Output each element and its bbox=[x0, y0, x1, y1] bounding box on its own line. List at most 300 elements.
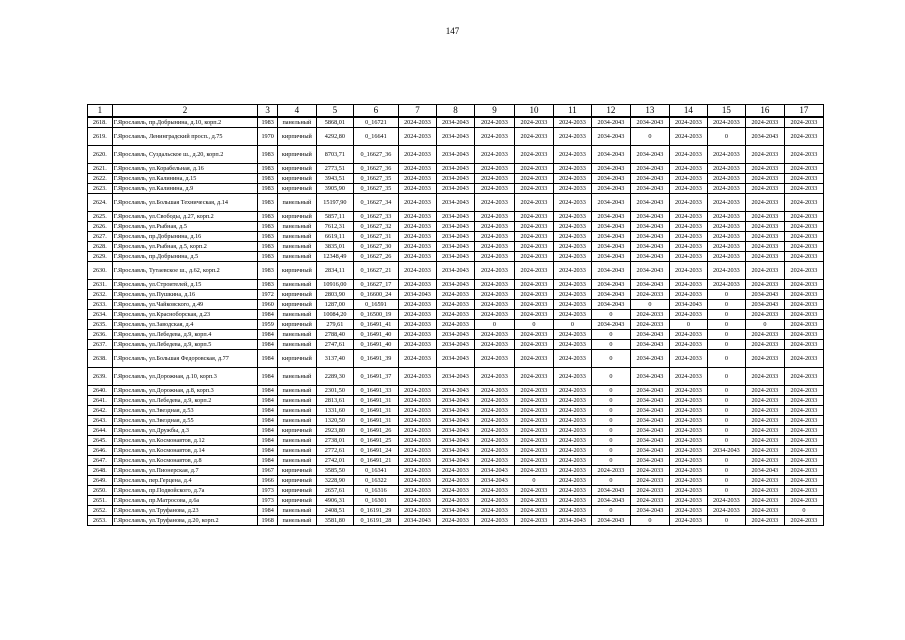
table-cell: 2024-2033 bbox=[514, 505, 553, 515]
table-cell: 1984 bbox=[258, 395, 278, 405]
table-cell: 2024-2033 bbox=[514, 241, 553, 251]
table-cell: 2024-2033 bbox=[398, 395, 436, 405]
table-cell: 2024-2033 bbox=[474, 193, 514, 211]
table-cell: 2034-2043 bbox=[398, 515, 436, 525]
table-cell: 2289,30 bbox=[316, 367, 353, 385]
table-cell: 2034-2043 bbox=[591, 127, 630, 145]
table-cell: 2629. bbox=[88, 251, 113, 261]
table-cell: 2024-2033 bbox=[630, 319, 669, 329]
table-cell: 0_16641 bbox=[353, 127, 398, 145]
column-header: 10 bbox=[514, 105, 553, 118]
table-cell: 2024-2033 bbox=[514, 395, 553, 405]
table-cell: 2638. bbox=[88, 349, 113, 367]
table-cell: 2024-2033 bbox=[669, 173, 707, 183]
table-cell: 2024-2033 bbox=[784, 145, 823, 163]
table-cell: 2024-2033 bbox=[514, 445, 553, 455]
column-header: 3 bbox=[258, 105, 278, 118]
table-cell: 2773,51 bbox=[316, 163, 353, 173]
table-cell: 2024-2033 bbox=[707, 279, 745, 289]
table-cell: 2024-2033 bbox=[630, 475, 669, 485]
table-row bbox=[88, 395, 824, 405]
table-cell: 0_16627_21 bbox=[353, 261, 398, 279]
table-cell: 2024-2033 bbox=[398, 127, 436, 145]
table-cell: 2024-2033 bbox=[514, 173, 553, 183]
table-cell: 2024-2033 bbox=[669, 435, 707, 445]
table-cell: 2024-2033 bbox=[784, 425, 823, 435]
table-cell: панельный bbox=[277, 515, 316, 525]
table-cell: 2024-2033 bbox=[669, 445, 707, 455]
table-cell: 2024-2033 bbox=[669, 415, 707, 425]
table-cell: 2024-2033 bbox=[784, 193, 823, 211]
table-cell: 2024-2033 bbox=[436, 289, 474, 299]
table-row bbox=[88, 127, 824, 145]
table-cell: 10084,20 bbox=[316, 309, 353, 319]
table-cell: 2803,90 bbox=[316, 289, 353, 299]
table-cell: 2636. bbox=[88, 329, 113, 339]
table-cell: 2024-2033 bbox=[398, 455, 436, 465]
table-cell: 2034-2043 bbox=[591, 299, 630, 309]
table-cell: 1984 bbox=[258, 425, 278, 435]
table-cell: 2024-2033 bbox=[474, 395, 514, 405]
table-cell: 2034-2043 bbox=[630, 117, 669, 127]
table-cell: 1984 bbox=[258, 329, 278, 339]
table-cell: 2024-2033 bbox=[630, 495, 669, 505]
table-cell: 2024-2033 bbox=[474, 495, 514, 505]
table-cell: 2034-2043 bbox=[591, 319, 630, 329]
table-cell: 2024-2033 bbox=[553, 231, 591, 241]
table-cell: 0 bbox=[707, 425, 745, 435]
table-cell: 2024-2033 bbox=[669, 385, 707, 395]
table-cell: 0 bbox=[591, 349, 630, 367]
table-cell: 2024-2033 bbox=[514, 127, 553, 145]
table-cell: 5868,01 bbox=[316, 117, 353, 127]
table-cell: 2024-2033 bbox=[707, 193, 745, 211]
table-cell: 2024-2033 bbox=[436, 485, 474, 495]
table-cell: 2024-2033 bbox=[784, 385, 823, 395]
table-cell: 2024-2033 bbox=[707, 241, 745, 251]
table-cell: кирпичный bbox=[277, 145, 316, 163]
address-cell: Г.Ярославль, ул.Калинина, д.9 bbox=[112, 183, 258, 193]
table-cell: 2653. bbox=[88, 515, 113, 525]
table-cell: 2024-2033 bbox=[474, 127, 514, 145]
table-cell: 2024-2033 bbox=[784, 241, 823, 251]
table-cell: 2034-2043 bbox=[591, 241, 630, 251]
table-cell: 2618. bbox=[88, 117, 113, 127]
address-cell: Г.Ярославль, ул.Космонавтов, д.14 bbox=[112, 445, 258, 455]
table-cell: 2034-2043 bbox=[630, 367, 669, 385]
table-cell: 1984 bbox=[258, 505, 278, 515]
table-cell: 2024-2033 bbox=[745, 117, 784, 127]
address-cell: Г.Ярославль, ул.Большая Техническая, д.14 bbox=[112, 193, 258, 211]
table-cell: 0_16322 bbox=[353, 475, 398, 485]
table-cell: 1984 bbox=[258, 385, 278, 395]
table-cell: 2647. bbox=[88, 455, 113, 465]
table-cell: 2034-2043 bbox=[630, 395, 669, 405]
address-cell: Г.Ярославль, ул.Космонавтов, д.12 bbox=[112, 435, 258, 445]
table-cell: 2024-2033 bbox=[474, 251, 514, 261]
table-cell: 2024-2033 bbox=[707, 221, 745, 231]
table-cell: 2024-2033 bbox=[514, 145, 553, 163]
table-cell: 2024-2033 bbox=[745, 183, 784, 193]
table-cell: 1984 bbox=[258, 309, 278, 319]
table-row bbox=[88, 485, 824, 495]
table-cell: 2634. bbox=[88, 309, 113, 319]
table-row bbox=[88, 445, 824, 455]
table-cell: 2024-2033 bbox=[514, 231, 553, 241]
table-cell: 2024-2033 bbox=[669, 251, 707, 261]
table-cell: 2024-2033 bbox=[514, 515, 553, 525]
table-cell: 2024-2033 bbox=[745, 435, 784, 445]
table-cell: 2024-2033 bbox=[398, 385, 436, 395]
table-cell: 2652. bbox=[88, 505, 113, 515]
table-cell: 0_16627_26 bbox=[353, 251, 398, 261]
table-cell: 1970 bbox=[258, 127, 278, 145]
table-cell: 2034-2043 bbox=[436, 415, 474, 425]
address-cell: Г.Ярославль, пр.Матросова, д.6а bbox=[112, 495, 258, 505]
table-cell: 2024-2033 bbox=[514, 289, 553, 299]
table-cell: 0_16491_31 bbox=[353, 415, 398, 425]
table-cell: 2024-2033 bbox=[398, 309, 436, 319]
table-cell: 2034-2043 bbox=[436, 395, 474, 405]
table-cell: 1287,00 bbox=[316, 299, 353, 309]
table-cell: 2024-2033 bbox=[398, 329, 436, 339]
table-cell: 2024-2033 bbox=[474, 145, 514, 163]
table-cell: 2024-2033 bbox=[784, 261, 823, 279]
table-cell: 2034-2043 bbox=[630, 425, 669, 435]
table-cell: 2034-2043 bbox=[630, 211, 669, 221]
table-cell: 0 bbox=[707, 309, 745, 319]
table-cell: 2034-2043 bbox=[630, 279, 669, 289]
table-cell: 2024-2033 bbox=[514, 309, 553, 319]
table-cell: 2034-2043 bbox=[436, 251, 474, 261]
table-cell: 2024-2033 bbox=[398, 299, 436, 309]
table-cell: 2024-2033 bbox=[474, 279, 514, 289]
address-cell: Г.Ярославль, ул.Рыбная, д.5 bbox=[112, 221, 258, 231]
table-row bbox=[88, 299, 824, 309]
address-cell: Г.Ярославль, ул.Заводская, д.4 bbox=[112, 319, 258, 329]
table-cell: 2024-2033 bbox=[514, 485, 553, 495]
table-cell: кирпичный bbox=[277, 465, 316, 475]
table-cell: 2024-2033 bbox=[784, 395, 823, 405]
table-cell: 2034-2043 bbox=[436, 339, 474, 349]
table-cell: 2034-2043 bbox=[591, 173, 630, 183]
table-cell: 2024-2033 bbox=[436, 465, 474, 475]
table-cell: 2024-2033 bbox=[514, 455, 553, 465]
table-cell: 2024-2033 bbox=[669, 231, 707, 241]
table-row bbox=[88, 279, 824, 289]
table-cell: 2627. bbox=[88, 231, 113, 241]
table-cell: 1959 bbox=[258, 319, 278, 329]
table-cell: 2024-2033 bbox=[553, 495, 591, 505]
table-cell: 2024-2033 bbox=[669, 465, 707, 475]
table-cell: 2024-2033 bbox=[398, 183, 436, 193]
table-cell: 0_16627_32 bbox=[353, 221, 398, 231]
table-cell: 2024-2033 bbox=[745, 163, 784, 173]
column-header: 9 bbox=[474, 105, 514, 118]
table-cell: 2024-2033 bbox=[745, 231, 784, 241]
table-cell: 2024-2033 bbox=[474, 415, 514, 425]
table-cell: 2024-2033 bbox=[669, 455, 707, 465]
address-cell: Г.Ярославль, ул.Звездная, д.55 bbox=[112, 415, 258, 425]
table-cell: кирпичный bbox=[277, 127, 316, 145]
column-header: 15 bbox=[707, 105, 745, 118]
table-cell: 2024-2033 bbox=[514, 425, 553, 435]
table-cell: 2635. bbox=[88, 319, 113, 329]
table-cell: 2034-2043 bbox=[436, 425, 474, 435]
table-cell: 0 bbox=[784, 505, 823, 515]
table-cell: 2034-2043 bbox=[436, 279, 474, 289]
table-cell: 2024-2033 bbox=[669, 309, 707, 319]
table-cell: 2024-2033 bbox=[784, 319, 823, 329]
table-cell: 2024-2033 bbox=[514, 435, 553, 445]
address-cell: Г.Ярославль, ул.Пионерская, д.7 bbox=[112, 465, 258, 475]
table-cell: 2024-2033 bbox=[398, 425, 436, 435]
table-cell: 0 bbox=[707, 385, 745, 395]
table-cell: 3905,90 bbox=[316, 183, 353, 193]
table-cell: 0 bbox=[707, 475, 745, 485]
table-cell: 2024-2033 bbox=[398, 319, 436, 329]
address-cell: Г.Ярославль, ул.Строителей, д.15 bbox=[112, 279, 258, 289]
table-cell: 15197,90 bbox=[316, 193, 353, 211]
table-cell: 2813,61 bbox=[316, 395, 353, 405]
table-cell: 2034-2043 bbox=[436, 385, 474, 395]
table-cell: 2024-2033 bbox=[474, 299, 514, 309]
table-cell: 2024-2033 bbox=[398, 163, 436, 173]
page-number: 147 bbox=[445, 26, 460, 36]
table-cell: 5857,11 bbox=[316, 211, 353, 221]
table-cell: 2630. bbox=[88, 261, 113, 279]
table-cell: 2621. bbox=[88, 163, 113, 173]
table-cell: 2024-2033 bbox=[784, 231, 823, 241]
column-header: 2 bbox=[112, 105, 258, 118]
table-cell: 2024-2033 bbox=[474, 329, 514, 339]
table-cell: 2024-2033 bbox=[474, 211, 514, 221]
table-cell: 2034-2043 bbox=[630, 193, 669, 211]
table-cell: 2024-2033 bbox=[553, 183, 591, 193]
table-cell: 1983 bbox=[258, 193, 278, 211]
table-row bbox=[88, 163, 824, 173]
table-cell: кирпичный bbox=[277, 349, 316, 367]
table-cell: 2034-2043 bbox=[630, 405, 669, 415]
table-cell: 2034-2043 bbox=[436, 505, 474, 515]
table-cell: 2034-2043 bbox=[436, 221, 474, 231]
table-cell: 0_16491_37 bbox=[353, 367, 398, 385]
table-cell: 2024-2033 bbox=[474, 435, 514, 445]
address-cell: Г.Ярославль, пер.Герцена, д.4 bbox=[112, 475, 258, 485]
table-cell: 2034-2043 bbox=[630, 231, 669, 241]
table-cell: 2034-2043 bbox=[630, 339, 669, 349]
table-cell: 2034-2043 bbox=[436, 455, 474, 465]
table-cell: панельный bbox=[277, 329, 316, 339]
address-cell: Г.Ярославль, ул.Лебедева, д.9, корп.5 bbox=[112, 339, 258, 349]
column-header: 17 bbox=[784, 105, 823, 118]
table-cell: 2024-2033 bbox=[745, 505, 784, 515]
table-cell: 2024-2033 bbox=[784, 485, 823, 495]
table-cell: 2648. bbox=[88, 465, 113, 475]
address-cell: Г.Ярославль, ул.Звездная, д.53 bbox=[112, 405, 258, 415]
table-cell: 2024-2033 bbox=[474, 183, 514, 193]
table-cell: 2024-2033 bbox=[784, 367, 823, 385]
table-cell: 0 bbox=[669, 319, 707, 329]
table-cell: 2024-2033 bbox=[514, 299, 553, 309]
table-cell: 2024-2033 bbox=[514, 221, 553, 231]
table-cell: 2657,61 bbox=[316, 485, 353, 495]
table-cell: 2024-2033 bbox=[514, 415, 553, 425]
table-cell: 2034-2043 bbox=[630, 435, 669, 445]
table-cell: 2024-2033 bbox=[784, 339, 823, 349]
column-header: 11 bbox=[553, 105, 591, 118]
table-cell: 2024-2033 bbox=[784, 329, 823, 339]
table-cell: 2024-2033 bbox=[630, 309, 669, 319]
table-cell: кирпичный bbox=[277, 289, 316, 299]
table-cell: 2034-2043 bbox=[436, 211, 474, 221]
table-cell: 2024-2033 bbox=[398, 445, 436, 455]
table-cell: 1983 bbox=[258, 251, 278, 261]
table-cell: 2834,11 bbox=[316, 261, 353, 279]
table-cell: 2024-2033 bbox=[745, 395, 784, 405]
table-cell: 0 bbox=[591, 455, 630, 465]
address-cell: Г.Ярославль, пр.Подвойского, д.7а bbox=[112, 485, 258, 495]
table-cell: 2024-2033 bbox=[474, 405, 514, 415]
table-cell: кирпичный bbox=[277, 163, 316, 173]
table-cell: 2642. bbox=[88, 405, 113, 415]
table-cell: 0 bbox=[707, 485, 745, 495]
table-cell: 2034-2043 bbox=[436, 241, 474, 251]
table-cell: 2024-2033 bbox=[398, 367, 436, 385]
column-header: 7 bbox=[398, 105, 436, 118]
table-cell: 2034-2043 bbox=[630, 505, 669, 515]
table-cell: 0 bbox=[707, 367, 745, 385]
table-cell: кирпичный bbox=[277, 485, 316, 495]
table-cell: 2024-2033 bbox=[669, 425, 707, 435]
table-cell: 0_16721 bbox=[353, 117, 398, 127]
address-cell: Г.Ярославль, ул.Большая Федоровская, д.77 bbox=[112, 349, 258, 367]
table-row bbox=[88, 193, 824, 211]
table-cell: 2034-2043 bbox=[436, 367, 474, 385]
table-cell: 2024-2033 bbox=[436, 309, 474, 319]
table-cell: 1983 bbox=[258, 231, 278, 241]
table-cell: 2651. bbox=[88, 495, 113, 505]
table-cell: 2034-2043 bbox=[436, 435, 474, 445]
table-cell: 2024-2033 bbox=[436, 475, 474, 485]
table-cell: 8703,71 bbox=[316, 145, 353, 163]
table-cell: 0_16491_25 bbox=[353, 435, 398, 445]
table-cell: панельный bbox=[277, 241, 316, 251]
table-cell: 2034-2043 bbox=[591, 145, 630, 163]
table-cell: 2024-2033 bbox=[398, 475, 436, 485]
table-cell: 2625. bbox=[88, 211, 113, 221]
table-cell: 2024-2033 bbox=[474, 385, 514, 395]
table-cell: 2024-2033 bbox=[784, 289, 823, 299]
table-cell: кирпичный bbox=[277, 299, 316, 309]
table-cell: 2024-2033 bbox=[745, 405, 784, 415]
table-cell: 2024-2033 bbox=[398, 241, 436, 251]
table-cell: 0_16600_24 bbox=[353, 289, 398, 299]
table-cell: 2024-2033 bbox=[398, 231, 436, 241]
table-cell: 2024-2033 bbox=[514, 251, 553, 261]
table-cell: 2024-2033 bbox=[669, 405, 707, 415]
table-cell: 2034-2043 bbox=[436, 329, 474, 339]
table-cell: 2772,61 bbox=[316, 445, 353, 455]
table-cell: 2640. bbox=[88, 385, 113, 395]
table-cell: 0_16627_30 bbox=[353, 241, 398, 251]
table-cell: 2024-2033 bbox=[398, 495, 436, 505]
table-cell: 2024-2033 bbox=[553, 385, 591, 395]
table-cell: 2631. bbox=[88, 279, 113, 289]
table-cell: 2024-2033 bbox=[745, 251, 784, 261]
table-cell: 0_16627_35 bbox=[353, 183, 398, 193]
table-cell: 2024-2033 bbox=[707, 145, 745, 163]
table-cell: 2024-2033 bbox=[553, 475, 591, 485]
address-cell: Г.Ярославль, пр.Добрынина, д.16 bbox=[112, 231, 258, 241]
table-cell: 0_16491_26 bbox=[353, 425, 398, 435]
table-cell: кирпичный bbox=[277, 319, 316, 329]
table-cell: 2034-2043 bbox=[630, 173, 669, 183]
table-cell: 0 bbox=[591, 445, 630, 455]
table-cell: 2024-2033 bbox=[398, 251, 436, 261]
table-cell: 2632. bbox=[88, 289, 113, 299]
table-cell: 2024-2033 bbox=[553, 211, 591, 221]
table-cell: 2024-2033 bbox=[553, 117, 591, 127]
table-cell: 2024-2033 bbox=[784, 117, 823, 127]
table-cell: 2024-2033 bbox=[669, 289, 707, 299]
table-cell: 4292,80 bbox=[316, 127, 353, 145]
table-cell: 2034-2043 bbox=[630, 455, 669, 465]
table-cell: 2024-2033 bbox=[707, 163, 745, 173]
table-cell: 2024-2033 bbox=[669, 339, 707, 349]
table-cell: 0_16491_24 bbox=[353, 445, 398, 455]
table-cell: 2034-2043 bbox=[591, 495, 630, 505]
table-cell: 2639. bbox=[88, 367, 113, 385]
table-cell: 1984 bbox=[258, 415, 278, 425]
table-cell: 2024-2033 bbox=[669, 183, 707, 193]
table-cell: 2024-2033 bbox=[745, 515, 784, 525]
table-cell: 2024-2033 bbox=[553, 163, 591, 173]
table-cell: 0 bbox=[707, 329, 745, 339]
table-row bbox=[88, 385, 824, 395]
table-cell: 0 bbox=[591, 385, 630, 395]
table-cell: 2034-2043 bbox=[591, 183, 630, 193]
table-cell: 2024-2033 bbox=[553, 445, 591, 455]
table-cell: 0_16491_31 bbox=[353, 395, 398, 405]
address-cell: Г.Ярославль, ул.Труфанова, д.20, корп.2 bbox=[112, 515, 258, 525]
table-cell: 0_16627_17 bbox=[353, 279, 398, 289]
table-row bbox=[88, 495, 824, 505]
table-cell: 2024-2033 bbox=[669, 279, 707, 289]
table-cell: 1968 bbox=[258, 515, 278, 525]
table-cell: 1320,50 bbox=[316, 415, 353, 425]
table-cell: 2024-2033 bbox=[707, 251, 745, 261]
table-cell: 2024-2033 bbox=[707, 495, 745, 505]
table-cell: 2623. bbox=[88, 183, 113, 193]
table-row bbox=[88, 475, 824, 485]
table-cell: 2024-2033 bbox=[474, 117, 514, 127]
table-cell: 2024-2033 bbox=[398, 339, 436, 349]
table-cell: 2024-2033 bbox=[553, 349, 591, 367]
table-cell: 0_16627_36 bbox=[353, 163, 398, 173]
table-cell: 2024-2033 bbox=[784, 495, 823, 505]
table-cell: 2643. bbox=[88, 415, 113, 425]
table-cell: 0 bbox=[707, 405, 745, 415]
table-cell: 2034-2043 bbox=[630, 251, 669, 261]
table-cell: 2034-2043 bbox=[630, 163, 669, 173]
table-cell: 0 bbox=[591, 329, 630, 339]
table-cell: 2034-2043 bbox=[591, 221, 630, 231]
table-cell: 2024-2033 bbox=[553, 435, 591, 445]
table-row bbox=[88, 329, 824, 339]
table-cell: 2738,01 bbox=[316, 435, 353, 445]
table-cell: 1984 bbox=[258, 455, 278, 465]
